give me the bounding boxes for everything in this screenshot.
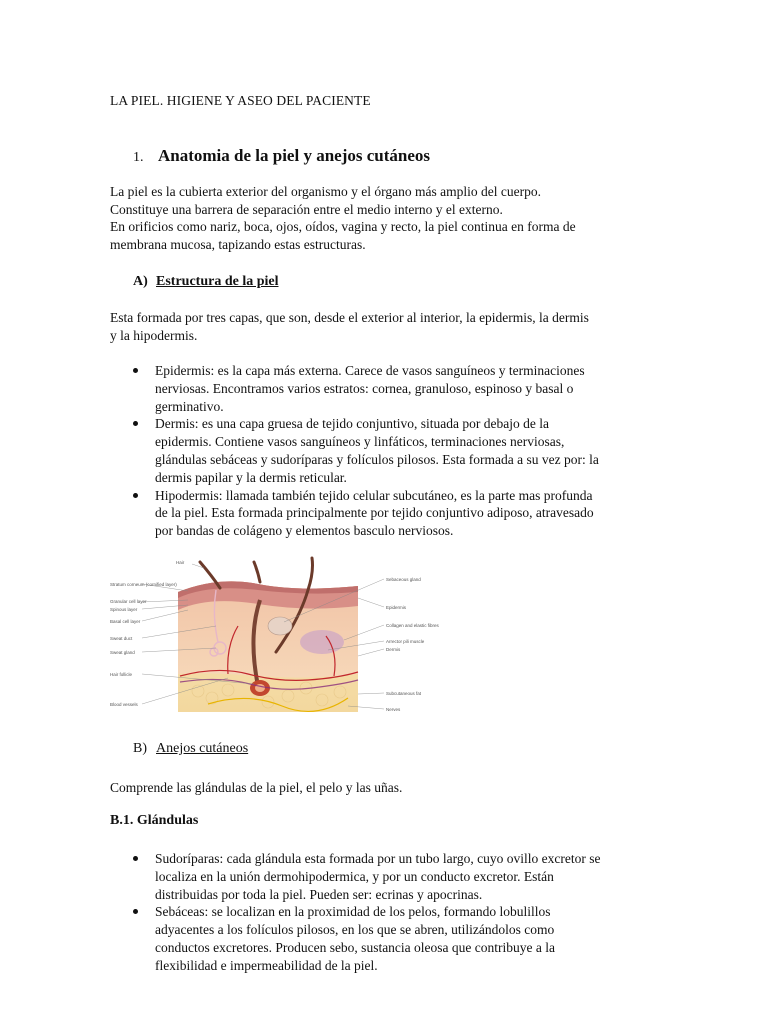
text-line: Dermis: es una capa gruesa de tejido conjuntivo, situada por debajo de la — [155, 416, 549, 432]
label-dermis: Dermis — [386, 647, 401, 652]
label-blood-vessels: Blood vessels — [110, 702, 138, 707]
text-line: por bandas de colágeno y elementos basculo nerviosos. — [155, 523, 454, 539]
text-line: Comprende las glándulas de la piel, el pelo y las uñas. — [110, 780, 403, 795]
section-title: Anatomia de la piel y anejos cutáneos — [158, 146, 430, 165]
label-epidermis: Epidermis — [386, 605, 407, 610]
text-line: epidermis. Contiene vasos sanguíneos y linfáticos, terminaciones nerviosas, — [155, 434, 565, 450]
list-item — [133, 415, 668, 486]
bullet-icon — [133, 856, 138, 861]
label-granular-layer: Granular cell layer — [110, 599, 147, 604]
list-item — [133, 903, 668, 974]
subsection-heading-b1 — [110, 813, 198, 829]
label-basal-layer: Basal cell layer — [110, 619, 141, 624]
subsection-title: Anejos cutáneos — [156, 741, 249, 756]
bullet-icon — [133, 909, 138, 914]
subsection-heading-a — [133, 274, 279, 290]
subsection-title: B.1. Glándulas — [110, 813, 199, 828]
text-line: glándulas sebáceas y sudoríparas y folículos pilosos. Esta formada a su vez por: la — [155, 451, 599, 467]
text-line: Hipodermis: llamada también tejido celular subcutáneo, es la parte mas profunda — [155, 487, 593, 503]
label-hair-follicle: Hair follicle — [110, 672, 133, 677]
subsection-letter: B) — [133, 741, 147, 756]
label-sweat-duct: Sweat duct — [110, 636, 133, 641]
glands-list — [133, 850, 668, 975]
annex-paragraph — [110, 779, 650, 797]
subsection-title: Estructura de la piel — [156, 274, 279, 289]
text-line: distribuidas por toda la piel. Pueden ser: ecrinas y apocrinas. — [155, 886, 483, 902]
text-line: dermis papilar y la dermis reticular. — [155, 469, 347, 485]
text-line: y la hipodermis. — [110, 327, 198, 343]
text-line: Esta formada por tres capas, que son, desde el exterior al interior, la epidermis, la dermis — [110, 310, 589, 325]
label-sebaceous-gland: Sebaceous gland — [386, 577, 421, 582]
text-line: La piel es la cubierta exterior del organismo y el órgano más amplio del cuerpo. — [110, 184, 541, 199]
list-item — [133, 850, 668, 903]
label-arrector-pili: Arrector pili muscle — [386, 639, 425, 644]
text-line: conductos excretores. Producen sebo, sustancia oleosa que contribuye a la — [155, 939, 555, 955]
bullet-icon — [133, 368, 138, 373]
bullet-icon — [133, 421, 138, 426]
label-spinous-layer: Spinous layer — [110, 607, 138, 612]
label-hair: Hair — [176, 560, 185, 565]
text-line: Sebáceas: se localizan en la proximidad de los pelos, formando lobulillos — [155, 904, 551, 920]
bullet-icon — [133, 493, 138, 498]
text-line: membrana mucosa, tapizando estas estructuras. — [110, 236, 366, 252]
text-line: En orificios como nariz, boca, ojos, oídos, vagina y recto, la piel continua en forma de — [110, 219, 576, 235]
text-line: localiza en la unión dermohipodermica, y por un conducto excretor. Están — [155, 868, 554, 884]
text-line: germinativo. — [155, 398, 224, 414]
text-line: Constituye una barrera de separación entre el medio interno y el externo. — [110, 201, 503, 217]
text-line: flexibilidad e impermeabilidad de la piel. — [155, 957, 378, 973]
subsection-heading-b — [133, 741, 248, 757]
structure-paragraph — [110, 309, 650, 344]
layers-list — [133, 362, 668, 540]
label-subcutaneous-fat: Subcutaneous fat — [386, 691, 422, 696]
text-line: nerviosas. Encontramos varios estratos: cornea, granuloso, espinoso y basal o — [155, 380, 574, 396]
section-heading-1 — [133, 146, 430, 166]
subsection-letter: A) — [133, 274, 148, 289]
skin-anatomy-figure — [108, 556, 439, 720]
text-line: Sudoríparas: cada glándula esta formada por un tubo largo, cuyo ovillo excretor se — [155, 851, 601, 866]
list-item — [133, 487, 668, 540]
text-line: de la piel. Esta formada principalmente por tejido conjuntivo adiposo, atravesado — [155, 505, 594, 521]
label-nerves: Nerves — [386, 707, 401, 712]
document-title: LA PIEL. HIGIENE Y ASEO DEL PACIENTE — [110, 93, 371, 108]
intro-paragraph — [110, 183, 650, 253]
label-sweat-gland: Sweat gland — [110, 650, 135, 655]
text-line: Epidermis: es la capa más externa. Carece de vasos sanguíneos y terminaciones — [155, 363, 585, 378]
label-stratum-corneum: Stratum corneum (cornified layer) — [110, 582, 177, 587]
text-line: adyacentes a los folículos pilosos, en los que se abren, utilizándolos como — [155, 922, 555, 938]
section-number: 1. — [133, 150, 144, 165]
list-item — [133, 362, 668, 415]
label-collagen: Collagen and elastic fibres — [386, 623, 439, 628]
